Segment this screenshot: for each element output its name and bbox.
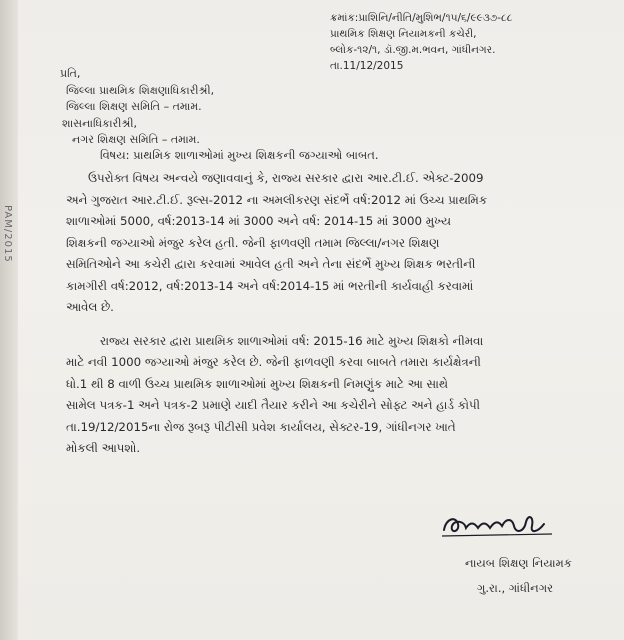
para2-line: તા.19/12/2015ના રોજ રૂબરૂ પીટીસી પ્રવેશ કાર્યાલય, સેક્ટર-19, ગાંધીનગર ખાતે [66,419,456,434]
addressee-line2: જિલ્લા શિક્ષણ સમિતિ – તમામ. [66,100,202,113]
para1-line: આવેલ છે. [66,300,114,314]
edge-text: PAM/2015 [2,205,13,263]
addressee-line3: શાસનાધિકારીશ્રી, [62,116,137,130]
reference-block [330,10,513,74]
para2-line: ધો.1 થી 8 વાળી ઉચ્ચ પ્રાથમિક શાળાઓમાં મુખ્ય શિક્ષકની નિમણુંક માટે આ સાથે [66,376,448,391]
para1-line: કામગીરી વર્ષ:2012, વર્ષ:2013-14 અને વર્ષ:2014-15 માં ભરતીની કાર્યવાહી કરવામાં [66,278,474,293]
para2-line: મોકલી આપશો. [66,441,141,455]
office-address: બ્લોક-૧૨/૧, ડૉ.જી.મ.ભવન, ગાંધીનગર. [330,44,496,56]
addressee-block [60,66,214,149]
addressee-prati: પ્રતિ, [60,67,81,80]
letter-date: તા.11/12/2015 [330,60,404,72]
handwritten-signature [440,510,560,540]
subject-line: વિષય: પ્રાથમિક શાળાઓમાં મુખ્ય શિક્ષકની જગ્યાઓ બાબત. [100,148,379,162]
page-edge [0,0,18,640]
addressee-line1: જિલ્લા પ્રાથમિક શિક્ષણાધિકારીશ્રી, [66,83,215,97]
signatory-designation: નાયબ શિક્ષણ નિયામક [465,556,572,570]
office-name: પ્રાથમિક શિક્ષણ નિયામકની કચેરી, [330,28,477,40]
signatory-block [465,551,572,601]
reference-number: ક્રમાંક:પ્રાશિનિ/નીતિ/મુશિભ/૧૫/૬/૯૯૩૭-૮૮ [330,12,513,24]
letter-body [66,168,586,460]
signatory-location: ગુ.રા., ગાંધીનગર [477,581,554,595]
para2-line: રાજ્ય સરકાર દ્વારા પ્રાથમિક શાળાઓમાં વર્ષ: 2015-16 માટે મુખ્ય શિક્ષકો નીમવા [100,333,484,348]
para1-line: સમિતિઓને આ કચેરી દ્વારા કરવામાં આવેલ હતી અને તેના સંદર્ભે મુખ્ય શિક્ષક ભરતીની [66,257,476,271]
addressee-line4: નગર શિક્ષણ સમિતિ – તમામ. [72,133,200,146]
para1-line: અને ગુજરાત આર.ટી.ઈ. રૂલ્સ-2012 ના અમલીકરણ સંદર્ભે વર્ષ:2012 માં ઉચ્ચ પ્રાથમિક [66,192,488,207]
para2-line: માટે નવી 1000 જગ્યાઓ મંજુર કરેલ છે. જેની ફાળવણી કરવા બાબતે તમારા કાર્યક્ષેત્રની [66,355,481,369]
para1-line: ઉપરોક્ત વિષય અન્વયે જણાવવાનું કે, રાજ્ય સરકાર દ્વારા આર.ટી.ઈ. એક્ટ-2009 [88,171,484,185]
para1-line: શિક્ષકની જગ્યાઓ મંજુર કરેલ હતી. જેની ફાળવણી તમામ જિલ્લા/નગર શિક્ષણ [66,235,440,250]
para1-line: શાળાઓમાં 5000, વર્ષ:2013-14 માં 3000 અને વર્ષ: 2014-15 માં 3000 મુખ્ય [66,214,451,228]
para2-line: સામેલ પત્રક-1 અને પત્રક-2 પ્રમાણે યાદી તૈયાર કરીને આ કચેરીને સોફ્ટ અને હાર્ડ કોપી [66,398,480,412]
